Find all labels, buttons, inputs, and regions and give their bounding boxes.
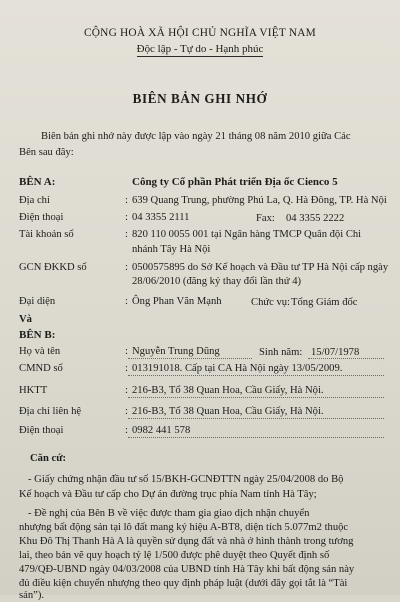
colon: : — [125, 425, 128, 436]
colon: : — [125, 229, 128, 240]
colon: : — [125, 212, 128, 223]
party-a-phone-label: Điện thoại — [19, 212, 64, 223]
basis-item-2-line-3: Khu Đô Thị Thanh Hà A là quyền sử dụng đất và nhà ở hình thành trong tương — [19, 536, 354, 547]
basis-item-2-line-6: đủ điều kiện chuyển nhượng theo quy định pháp luật (dưới đây gọi tắt là “Tài — [19, 578, 348, 589]
party-b-name-label: Họ và tên — [19, 346, 61, 357]
colon: : — [125, 363, 128, 374]
party-b-residence: 216-B3, Tổ 38 Quan Hoa, Cầu Giấy, Hà Nội. — [132, 385, 324, 396]
basis-item-1-line-1: - Giấy chứng nhận đầu tư số 15/BKH-GCNĐTTN ngày 25/04/2008 do Bộ — [28, 474, 344, 485]
party-a-fax: 04 3355 2222 — [286, 213, 345, 224]
fill-dots — [128, 397, 384, 398]
conjunction: Và — [19, 314, 32, 325]
basis-item-2-line-2: nhượng bất động sản tại lô đất mang ký hiệu A-BT8, diện tích 5.077m2 thuộc — [19, 522, 349, 533]
party-a-account-label: Tài khoản số — [19, 229, 74, 240]
colon: : — [125, 406, 128, 417]
basis-item-2-line-7: sản”). — [19, 590, 44, 601]
fill-dots — [128, 375, 384, 376]
basis-item-2-line-5: 479/QĐ-UBND ngày 04/03/2008 của UBND tỉnh Hà Tây khi bất động sản này — [19, 564, 355, 575]
party-a-address: 639 Quang Trung, phường Phú La, Q. Hà Đông, TP. Hà Nội — [132, 195, 387, 206]
party-a-address-label: Địa chỉ — [19, 195, 50, 206]
party-b-contact-label: Địa chỉ liên hệ — [19, 406, 82, 417]
fill-dots — [308, 358, 384, 359]
colon: : — [125, 296, 128, 307]
party-a-rep-name: Ông Phan Văn Mạnh — [132, 296, 222, 307]
party-a-phone: 04 3355 2111 — [132, 212, 190, 223]
party-b-heading: BÊN B: — [19, 329, 56, 341]
party-b-dob: 15/07/1978 — [311, 347, 360, 358]
party-b-contact: 216-B3, Tổ 38 Quan Hoa, Cầu Giấy, Hà Nội. — [132, 406, 324, 417]
party-b-name: Nguyễn Trung Dũng — [132, 346, 220, 357]
fill-dots — [128, 418, 384, 419]
party-b-id: 013191018. Cấp tại CA Hà Nội ngày 13/05/2009. — [132, 363, 343, 374]
fill-dots — [128, 358, 252, 359]
party-a-account-line-1: 820 110 0055 001 tại Ngân hàng TMCP Quân đội Chi — [132, 229, 362, 240]
party-a-account-line-2: nhánh Tây Hà Nội — [132, 244, 211, 255]
party-b-id-label: CMND số — [19, 363, 63, 374]
party-b-dob-label: Sinh năm: — [259, 347, 303, 358]
national-title: CỘNG HOÀ XÃ HỘI CHỦ NGHĨA VIỆT NAM — [84, 27, 316, 39]
party-a-position-label: Chức vụ: — [251, 297, 290, 308]
intro-line-1: Biên bản ghi nhớ này được lập vào ngày 21 tháng 08 năm 2010 giữa Các — [41, 131, 351, 142]
party-a-gcn-label: GCN ĐKKD số — [19, 262, 87, 273]
basis-heading: Căn cứ: — [30, 453, 67, 464]
colon: : — [125, 195, 128, 206]
colon: : — [125, 385, 128, 396]
fill-dots — [128, 437, 384, 438]
party-b-phone: 0982 441 578 — [132, 425, 191, 436]
party-a-rep-label: Đại diện — [19, 296, 56, 307]
basis-item-1-line-2: Kế hoạch và Đầu tư cấp cho Dự án đường trục phía Nam tỉnh Hà Tây; — [19, 489, 317, 500]
party-a-gcn-line-1: 0500575895 do Sở Kế hoạch và Đầu tư TP Hà Nội cấp ngày — [132, 262, 389, 273]
colon: : — [125, 346, 128, 357]
party-b-phone-label: Điện thoại — [19, 425, 64, 436]
party-a-name: Công ty Cổ phần Phát triển Địa ốc Cienco 5 — [132, 176, 338, 188]
colon: : — [125, 262, 128, 273]
document-title: BIÊN BẢN GHI NHỚ — [132, 91, 268, 106]
national-motto: Độc lập - Tự do - Hạnh phúc — [136, 43, 264, 55]
basis-item-2-line-4: lai, theo bản vẽ quy hoạch tỷ lệ 1/500 được phê duyệt theo Quyết định số — [19, 550, 330, 561]
party-b-residence-label: HKTT — [19, 385, 48, 396]
party-a-position: Tổng Giám đốc — [291, 297, 358, 308]
party-a-heading: BÊN A: — [19, 176, 56, 188]
basis-item-2-line-1: - Đề nghị của Bên B về việc được tham gia giao dịch nhận chuyển — [28, 508, 310, 519]
party-a-fax-label: Fax: — [256, 213, 275, 224]
intro-line-2: Bên sau đây: — [19, 147, 74, 158]
party-a-gcn-line-2: 28/06/2010 (đăng ký thay đổi lần thứ 4) — [132, 276, 302, 287]
